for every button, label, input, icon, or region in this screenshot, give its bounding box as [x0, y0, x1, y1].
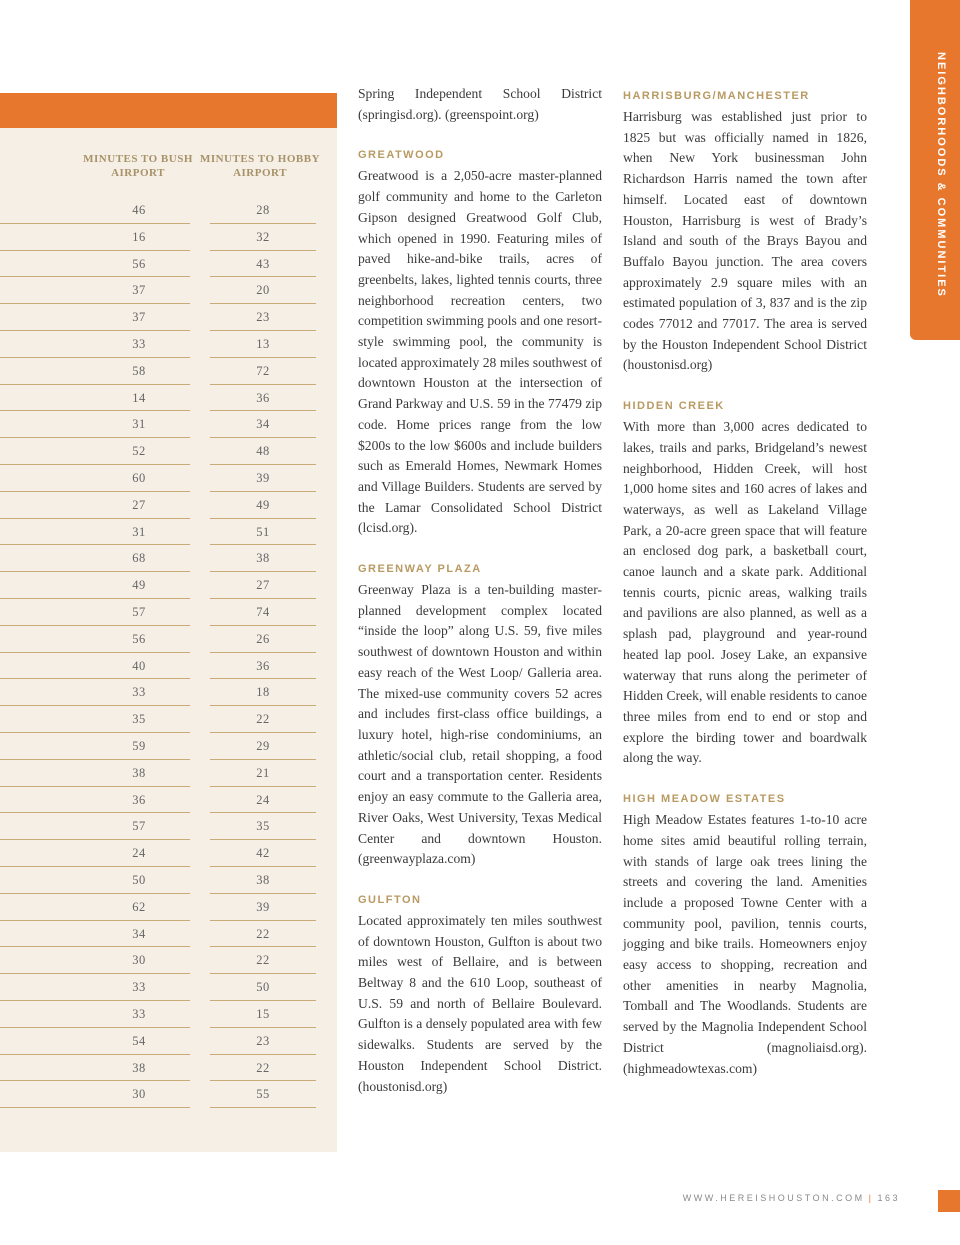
- hobby-minutes-cell: 13: [256, 336, 270, 351]
- panel-top-margin: [0, 0, 337, 93]
- table-row: [0, 921, 337, 948]
- bush-minutes-cell: 37: [132, 310, 146, 325]
- table-row: [0, 545, 337, 572]
- hobby-minutes-cell: 39: [256, 470, 270, 485]
- bush-minutes-cell: 35: [132, 712, 146, 727]
- hobby-minutes-cell: 38: [256, 872, 270, 887]
- hobby-minutes-cell: 55: [256, 1087, 270, 1102]
- greenway-plaza-heading: GREENWAY PLAZA: [358, 563, 482, 576]
- table-row: [0, 867, 337, 894]
- bush-airport-header: MINUTES TO BUSH AIRPORT: [83, 153, 193, 179]
- table-row: [0, 1055, 337, 1082]
- hobby-minutes-cell: 22: [256, 953, 270, 968]
- hobby-minutes-cell: 51: [256, 524, 270, 539]
- bush-minutes-cell: 56: [132, 256, 146, 271]
- table-row: [0, 974, 337, 1001]
- bush-minutes-cell: 60: [132, 470, 146, 485]
- hobby-minutes-cell: 49: [256, 497, 270, 512]
- table-row: [0, 787, 337, 814]
- hobby-minutes-cell: 23: [256, 310, 270, 325]
- table-row: [0, 572, 337, 599]
- bush-minutes-cell: 68: [132, 551, 146, 566]
- hobby-minutes-cell: 22: [256, 1060, 270, 1075]
- hobby-minutes-cell: 20: [256, 283, 270, 298]
- hobby-minutes-cell: 36: [256, 390, 270, 405]
- bush-minutes-cell: 27: [132, 497, 146, 512]
- table-row: [0, 947, 337, 974]
- table-row: [0, 492, 337, 519]
- bush-minutes-cell: 57: [132, 604, 146, 619]
- table-row: [0, 813, 337, 840]
- spring-isd-paragraph: Spring Independent School District (springisd.org). (greenspoint.org): [358, 86, 602, 122]
- bush-minutes-cell: 40: [132, 658, 146, 673]
- bush-minutes-cell: 57: [132, 819, 146, 834]
- hobby-minutes-cell: 23: [256, 1033, 270, 1048]
- table-row: [0, 304, 337, 331]
- bush-minutes-cell: 33: [132, 336, 146, 351]
- bush-minutes-cell: 54: [132, 1033, 146, 1048]
- gulfton-heading: GULFTON: [358, 893, 422, 906]
- table-row: [0, 385, 337, 412]
- table-row: [0, 840, 337, 867]
- hobby-minutes-cell: 24: [256, 792, 270, 807]
- hobby-airport-header: MINUTES TO HOBBY AIRPORT: [199, 153, 321, 179]
- bush-minutes-cell: 33: [132, 980, 146, 995]
- table-row: [0, 894, 337, 921]
- bush-minutes-cell: 31: [132, 417, 146, 432]
- hobby-minutes-cell: 39: [256, 899, 270, 914]
- hobby-minutes-cell: 32: [256, 229, 270, 244]
- table-header-bar: [0, 93, 337, 128]
- table-row: [0, 626, 337, 653]
- bush-minutes-cell: 52: [132, 444, 146, 459]
- bush-minutes-cell: 33: [132, 685, 146, 700]
- bush-minutes-cell: 24: [132, 846, 146, 861]
- hobby-minutes-cell: 28: [256, 203, 270, 217]
- bush-minutes-cell: 36: [132, 792, 146, 807]
- hobby-minutes-cell: 22: [256, 712, 270, 727]
- bush-minutes-cell: 38: [132, 1060, 146, 1075]
- page-footer: [660, 1193, 900, 1203]
- middle-column: [358, 84, 602, 1097]
- table-row: [0, 1028, 337, 1055]
- hobby-minutes-cell: 72: [256, 363, 270, 378]
- table-row: [0, 411, 337, 438]
- table-row: [0, 438, 337, 465]
- hobby-minutes-cell: 34: [256, 417, 270, 432]
- hobby-minutes-cell: 26: [256, 631, 270, 646]
- right-column: [623, 84, 867, 1079]
- table-row: [0, 733, 337, 760]
- table-row: [0, 1001, 337, 1028]
- hobby-minutes-cell: 29: [256, 738, 270, 753]
- hobby-minutes-cell: 43: [256, 256, 270, 271]
- hobby-minutes-cell: 15: [256, 1006, 270, 1021]
- bush-minutes-cell: 14: [132, 390, 146, 405]
- hobby-minutes-cell: 48: [256, 444, 270, 459]
- bush-minutes-cell: 59: [132, 738, 146, 753]
- footer-separator: |: [868, 1193, 874, 1203]
- table-row: [0, 1081, 337, 1108]
- table-row: [0, 197, 337, 224]
- bush-minutes-cell: 33: [132, 1006, 146, 1021]
- table-row: [0, 224, 337, 251]
- hobby-minutes-cell: 38: [256, 551, 270, 566]
- row-divider: [210, 1107, 316, 1108]
- hidden-creek-heading: HIDDEN CREEK: [623, 400, 725, 413]
- harrisburg-paragraph: Harrisburg was established just prior to 1825 but was officially named in 1826, when New York businessman John Richardson Harris named the town after himself. Located east of downtown Houston, Harrisburg is west of Brady’s Island and south of the Brays Bayou and Buffalo Bayou junction. The area covers approximately 2.9 square miles with an estimated population of 3, 837 and is the zip codes 77012 and 77017. The area is served by the Houston Independent School District (houstonisd.org): [623, 109, 867, 373]
- hobby-minutes-cell: 74: [256, 604, 270, 619]
- table-row: [0, 679, 337, 706]
- greenway-plaza-paragraph: Greenway Plaza is a ten-building master-planned development complex located “inside the loop” along U.S. 59, five miles southwest of downtown Houston and within easy reach of the West Loop/ Galleria area. The mixed-use community covers 52 acres and includes first-class office buildings, a luxury hotel, high-rise condominiums, an athletic/social club, retail shopping, a food court and a transportation center. Residents enjoy an easy commute to the Galleria area, River Oaks, West University, Texas Medical Center and downtown Houston. (greenwayplaza.com): [358, 582, 602, 867]
- table-row: [0, 519, 337, 546]
- table-row: [0, 251, 337, 278]
- bush-minutes-cell: 49: [132, 578, 146, 593]
- table-row: [0, 599, 337, 626]
- hobby-minutes-cell: 35: [256, 819, 270, 834]
- bush-minutes-cell: 50: [132, 872, 146, 887]
- high-meadow-heading: HIGH MEADOW ESTATES: [623, 793, 786, 806]
- gulfton-paragraph: Located approximately ten miles southwest of downtown Houston, Gulfton is about two miles west of Bellaire, and is between Beltway 8 and the 610 Loop, southeast of U.S. 59 and north of Bellaire Boulevard. Gulfton is a densely populated area with few sidewalks. Students are served by the Houston Independent School District. (houstonisd.org): [358, 912, 602, 1094]
- hobby-minutes-cell: 27: [256, 578, 270, 593]
- table-row: [0, 653, 337, 680]
- page-number: 163: [877, 1193, 900, 1203]
- hobby-minutes-cell: 50: [256, 980, 270, 995]
- greatwood-heading: GREATWOOD: [358, 149, 445, 162]
- bush-minutes-cell: 34: [132, 926, 146, 941]
- bush-minutes-cell: 30: [132, 1087, 146, 1102]
- bush-minutes-cell: 46: [132, 203, 146, 217]
- bush-minutes-cell: 37: [132, 283, 146, 298]
- bush-minutes-cell: 38: [132, 765, 146, 780]
- table-row: [0, 760, 337, 787]
- table-row: [0, 465, 337, 492]
- high-meadow-paragraph: High Meadow Estates features 1-to-10 acre home sites amid beautiful rolling terrain, with stands of large oak trees lining the streets and covering the land. Amenities include a proposed Towne Center with a community pool, pavilion, tennis courts, jogging and bike trails. Homeowners enjoy easy access to shopping, recreation and other amenities in nearby Magnolia, Tomball and The Woodlands. Students are served by the Magnolia Independent School District (magnoliaisd.org). (highmeadowtexas.com): [623, 812, 867, 1076]
- bush-minutes-cell: 62: [132, 899, 146, 914]
- hidden-creek-paragraph: With more than 3,000 acres dedicated to lakes, trails and parks, Bridgeland’s newest neighborhood, Hidden Creek, will host 1,000 home sites and 160 acres of lakes and waterways, as well as Lakeland Village Park, a 20-acre green space that will feature an enclosed dog park, a basketball court, canoe launch and a skate park. Additional tennis courts, picnic areas, walking trails and pavilions are also planned, as well as a splash pad, playground and year-round heated lap pool. Josey Lake, an expansive waterway that runs along the perimeter of Hidden Creek, will enable residents to canoe three miles from end to end or stop and explore the birding tower and boardwalk along the way.: [623, 419, 867, 766]
- harrisburg-heading: HARRISBURG/MANCHESTER: [623, 90, 810, 102]
- table-row: [0, 277, 337, 304]
- greatwood-paragraph: Greatwood is a 2,050-acre master-planned golf community and home to the Carleton Gipson designed Greatwood Golf Club, which opened in 1990. Featuring miles of paved hike-and-bike trails, acres of greenbelts, lakes, lighted tennis courts, three neighborhood recreation centers, two competition swimming pools and one resort-style swimming pool, the community is located approximately 28 miles southwest of downtown Houston at the intersection of Grand Parkway and U.S. 59 in the 77479 zip code. Home prices range from the low $200s to the low $600s and include builders such as Emerald Homes, Newmark Homes and Village Builders. Students are served by the Lamar Consolidated School District (lcisd.org).: [358, 168, 602, 536]
- table-row: [0, 331, 337, 358]
- bush-minutes-cell: 58: [132, 363, 146, 378]
- bush-minutes-cell: 31: [132, 524, 146, 539]
- hobby-minutes-cell: 21: [256, 765, 270, 780]
- bush-minutes-cell: 56: [132, 631, 146, 646]
- section-tab-label: NEIGHBORHOODS & COMMUNITIES: [935, 52, 947, 298]
- hobby-minutes-cell: 18: [256, 685, 270, 700]
- row-divider: [0, 1107, 190, 1108]
- bush-minutes-cell: 30: [132, 953, 146, 968]
- footer-url: WWW.HEREISHOUSTON.COM: [682, 1193, 865, 1203]
- hobby-minutes-cell: 22: [256, 926, 270, 941]
- airport-minutes-table: [0, 197, 337, 1108]
- table-row: [0, 706, 337, 733]
- table-row: [0, 358, 337, 385]
- hobby-minutes-cell: 42: [256, 846, 270, 861]
- footer-accent-block: [938, 1190, 960, 1212]
- bush-minutes-cell: 16: [132, 229, 146, 244]
- hobby-minutes-cell: 36: [256, 658, 270, 673]
